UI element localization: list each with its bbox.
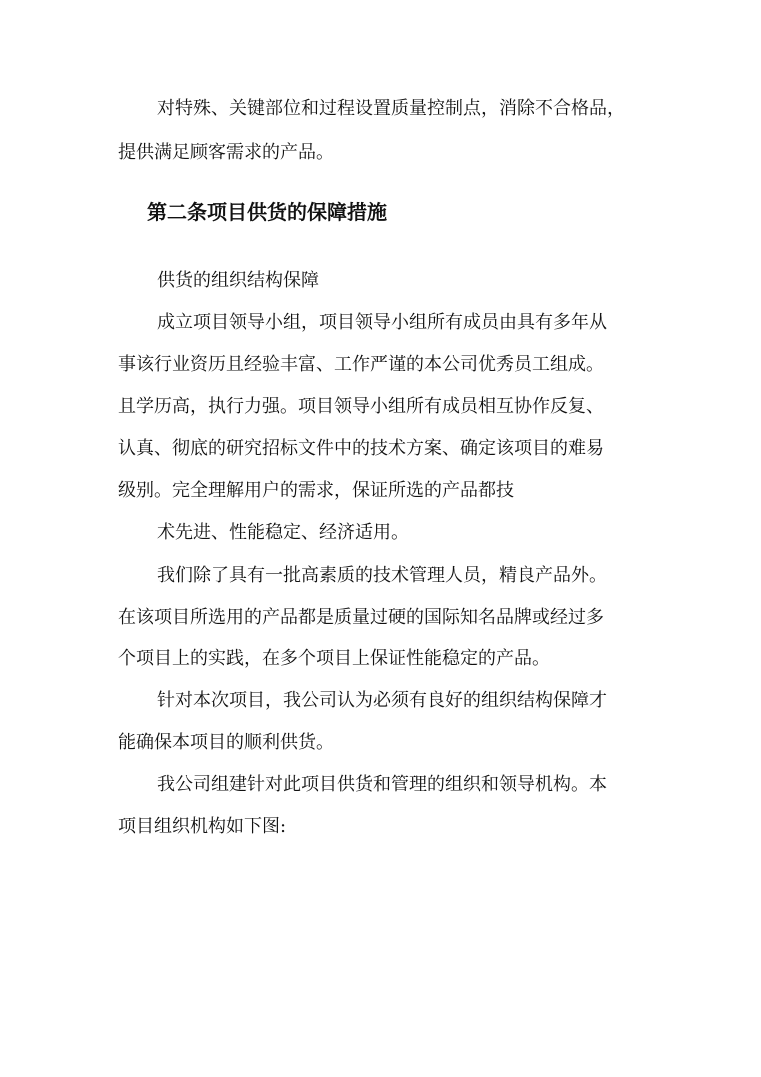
paragraph-line: 且学历高，执行力强。项目领导小组所有成员相互协作反复、 <box>118 396 604 417</box>
paragraph-line: 事该行业资历且经验丰富、工作严谨的本公司优秀员工组成。 <box>118 354 604 375</box>
paragraph-line: 术先进、性能稳定、经济适用。 <box>157 522 409 543</box>
section-heading: 第二条项目供货的保障措施 <box>147 200 387 224</box>
paragraph-line: 级别。完全理解用户的需求，保证所选的产品都技 <box>118 480 514 501</box>
paragraph-line: 认真、彻底的研究招标文件中的技术方案、确定该项目的难易 <box>118 438 604 459</box>
subheading: 供货的组织结构保障 <box>157 270 319 291</box>
paragraph-line: 在该项目所选用的产品都是质量过硬的国际知名品牌或经过多 <box>118 607 604 628</box>
paragraph-line: 我们除了具有一批高素质的技术管理人员，精良产品外。 <box>157 565 607 586</box>
paragraph-line: 我公司组建针对此项目供货和管理的组织和领导机构。本 <box>157 774 607 795</box>
paragraph-line: 个项目上的实践，在多个项目上保证性能稳定的产品。 <box>118 648 550 669</box>
paragraph-line: 成立项目领导小组，项目领导小组所有成员由具有多年从 <box>157 312 607 333</box>
paragraph-line: 对特殊、关键部位和过程设置质量控制点，消除不合格品， <box>157 98 625 119</box>
paragraph-line: 针对本次项目，我公司认为必须有良好的组织结构保障才 <box>157 690 607 711</box>
paragraph-line: 能确保本项目的顺利供货。 <box>118 732 334 753</box>
paragraph-line: 项目组织机构如下图: <box>118 816 287 837</box>
paragraph-line: 提供满足顾客需求的产品。 <box>118 142 334 163</box>
